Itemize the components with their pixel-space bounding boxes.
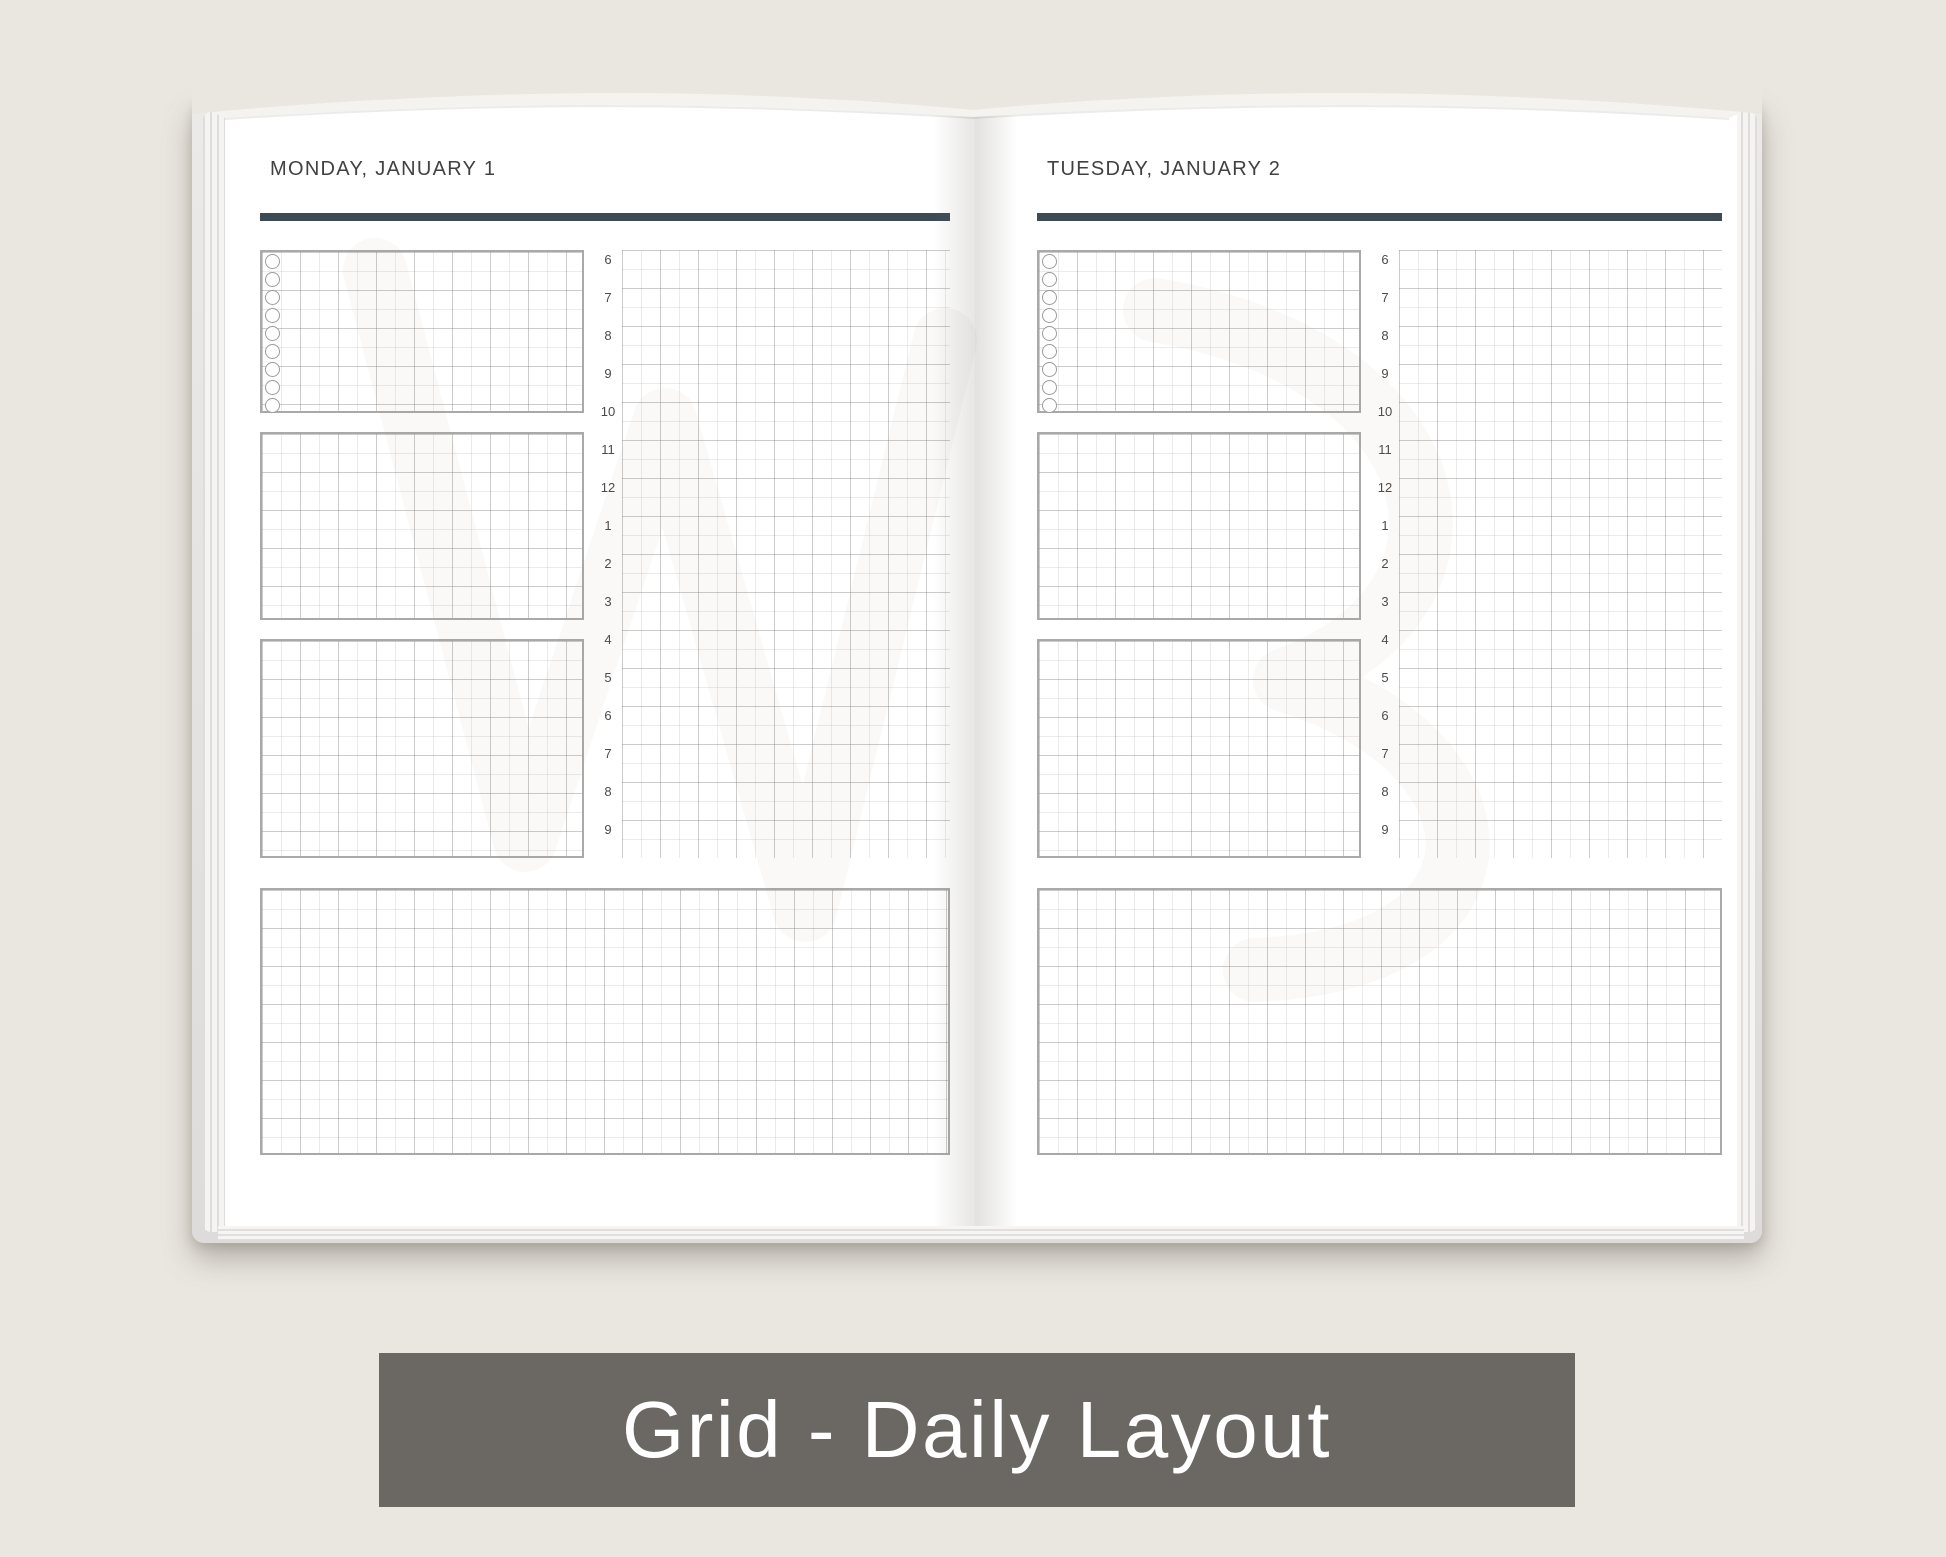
todo-checkbox (265, 326, 280, 341)
page-tuesday (975, 100, 1737, 1226)
todo-box (1037, 250, 1361, 413)
hour-label: 6 (604, 252, 612, 267)
notes-box (1037, 639, 1361, 858)
schedule-grid (622, 250, 950, 858)
page-monday (225, 100, 975, 1226)
todo-checkbox (265, 254, 280, 269)
hour-label: 6 (1381, 252, 1389, 267)
page-edge-stack-bottom (218, 1226, 1744, 1240)
todo-checkbox (265, 398, 280, 413)
caption-banner (379, 1353, 1575, 1507)
hour-label: 10 (1377, 404, 1393, 419)
notes-box (260, 432, 584, 620)
page-title: TUESDAY, JANUARY 2 (1047, 158, 1282, 180)
hour-label: 7 (604, 290, 612, 305)
todo-checkbox (265, 272, 280, 287)
todo-box (260, 250, 584, 413)
todo-checkbox (1042, 308, 1057, 323)
hour-label: 8 (604, 328, 612, 343)
notes-box (1037, 432, 1361, 620)
bottom-notes-box (260, 888, 950, 1155)
hour-label: 3 (1381, 594, 1389, 609)
hour-label: 3 (604, 594, 612, 609)
todo-checkbox (265, 308, 280, 323)
todo-checkbox (1042, 272, 1057, 287)
hour-label: 2 (604, 556, 612, 571)
hour-label: 12 (600, 480, 616, 495)
caption-text: Grid - Daily Layout (622, 1385, 1332, 1474)
hour-label: 11 (1378, 442, 1392, 457)
todo-checkbox (265, 362, 280, 377)
hour-label: 11 (601, 442, 615, 457)
hour-label: 1 (1381, 518, 1389, 533)
hour-label: 8 (604, 784, 612, 799)
todo-checkbox (1042, 290, 1057, 305)
hour-label: 8 (1381, 784, 1389, 799)
hour-label: 4 (604, 632, 612, 647)
hour-label: 12 (1377, 480, 1393, 495)
hour-label: 2 (1381, 556, 1389, 571)
todo-checkbox (1042, 398, 1057, 413)
hour-label: 9 (1381, 366, 1389, 381)
hour-label: 8 (1381, 328, 1389, 343)
hour-label: 10 (600, 404, 616, 419)
todo-checkbox (1042, 362, 1057, 377)
hour-label: 9 (604, 822, 612, 837)
page-title: MONDAY, JANUARY 1 (270, 158, 497, 180)
todo-checkbox (1042, 326, 1057, 341)
todo-checkbox (1042, 380, 1057, 395)
hour-label: 5 (1381, 670, 1389, 685)
todo-checkbox (1042, 344, 1057, 359)
todo-checkbox (265, 380, 280, 395)
todo-checkbox (1042, 254, 1057, 269)
todo-checkbox (265, 290, 280, 305)
bottom-notes-box (1037, 888, 1722, 1155)
notes-box (260, 639, 584, 858)
hour-label: 7 (1381, 290, 1389, 305)
hour-label: 5 (604, 670, 612, 685)
hour-label: 7 (604, 746, 612, 761)
hour-label: 6 (604, 708, 612, 723)
hour-label: 6 (1381, 708, 1389, 723)
hour-label: 7 (1381, 746, 1389, 761)
hour-label: 9 (1381, 822, 1389, 837)
hour-label: 4 (1381, 632, 1389, 647)
hour-label: 1 (604, 518, 612, 533)
hour-label: 9 (604, 366, 612, 381)
schedule-grid (1399, 250, 1722, 858)
todo-checkbox (265, 344, 280, 359)
